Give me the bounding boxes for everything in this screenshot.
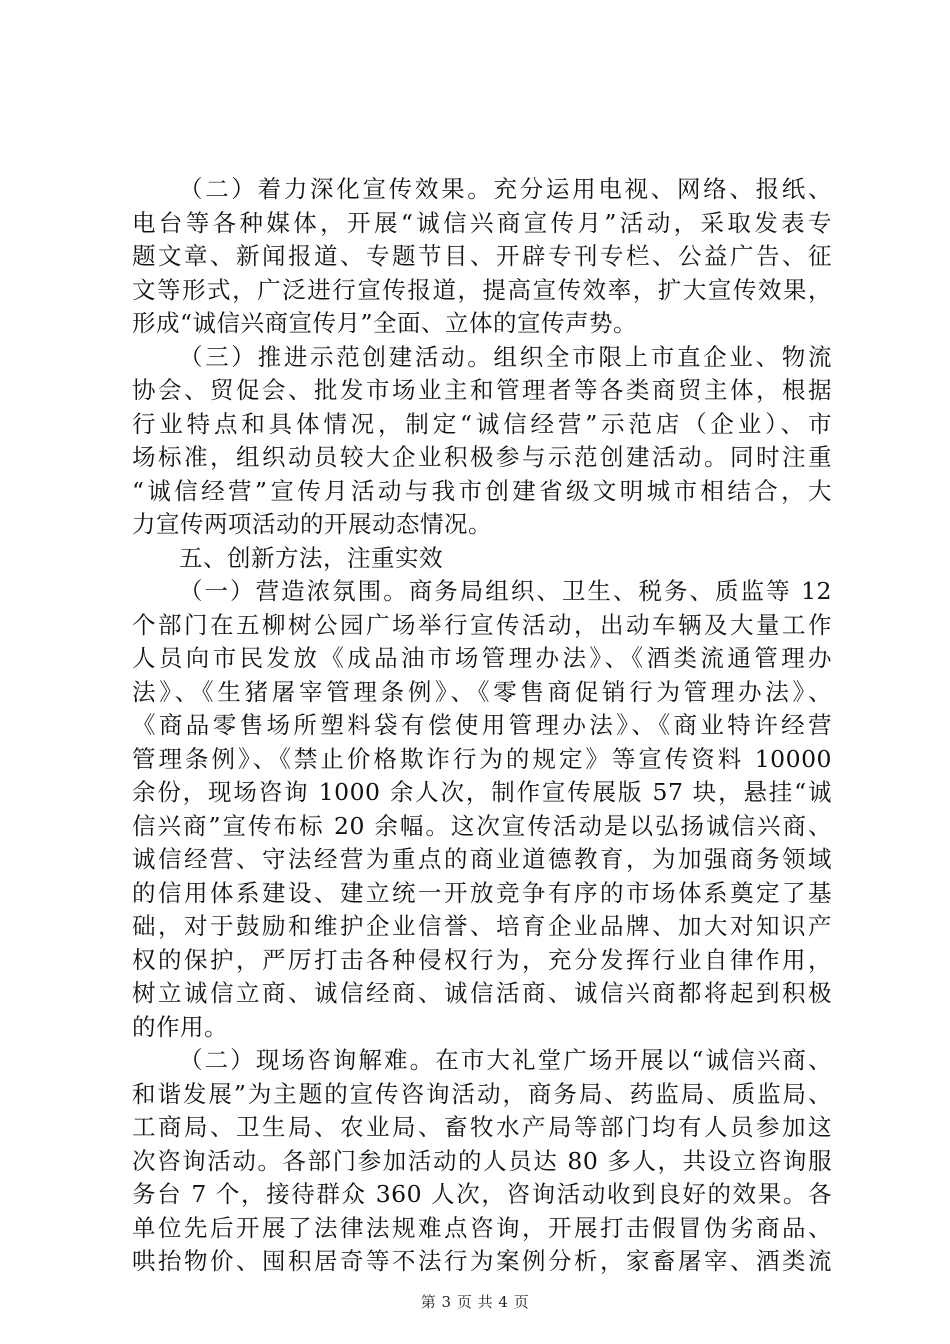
text-line: 文等形式，广泛进行宣传报道，提高宣传效率，扩大宣传效果，	[132, 275, 832, 304]
text-line: 人员向市民发放《成品油市场管理办法》、《酒类流通管理办	[132, 644, 832, 672]
text-line: （三）推进示范创建活动。组织全市限上市直企业、物流	[179, 342, 832, 371]
text-line: （一）营造浓氛围。商务局组织、卫生、税务、质监等 12	[179, 577, 832, 605]
text-line: 务台 7 个，接待群众 360 人次，咨询活动收到良好的效果。各	[132, 1180, 832, 1208]
text-line: 诚信经营、守法经营为重点的商业道德教育，为加强商务领域	[132, 845, 832, 873]
text-line: 和谐发展”为主题的宣传咨询活动，商务局、药监局、质监局、	[132, 1079, 832, 1108]
text-line: 工商局、卫生局、农业局、畜牧水产局等部门均有人员参加这	[132, 1113, 832, 1141]
text-line: 的作用。	[132, 1012, 228, 1041]
text-line: 形成“诚信兴商宣传月”全面、立体的宣传声势。	[132, 309, 638, 337]
text-line: 余份，现场咨询 1000 余人次，制作宣传展版 57 块，悬挂“诚	[132, 778, 832, 806]
text-line: 场标准，组织动员较大企业积极参与示范创建活动。同时注重	[132, 443, 832, 471]
text-line: 单位先后开展了法律法规难点咨询，开展打击假冒伪劣商品、	[132, 1213, 832, 1242]
text-line: 的信用体系建设、建立统一开放竞争有序的市场体系奠定了基	[132, 878, 832, 907]
text-line: （二）现场咨询解难。在市大礼堂广场开展以“诚信兴商、	[179, 1046, 832, 1074]
text-line: 电台等各种媒体，开展“诚信兴商宣传月”活动，采取发表专	[132, 208, 832, 237]
text-line: 行业特点和具体情况，制定“诚信经营”示范店（企业）、市	[132, 409, 832, 438]
text-line: 力宣传两项活动的开展动态情况。	[132, 510, 492, 538]
text-line: （二）着力深化宣传效果。充分运用电视、网络、报纸、	[179, 175, 832, 203]
section-heading: 五、创新方法，注重实效	[179, 543, 443, 572]
page-number-footer: 第 3 页 共 4 页	[420, 1293, 530, 1311]
text-line: 权的保护，严厉打击各种侵权行为，充分发挥行业自律作用，	[132, 945, 832, 974]
text-line: 《商品零售场所塑料袋有偿使用管理办法》、《商业特许经营	[132, 711, 832, 739]
text-line: 次咨询活动。各部门参加活动的人员达 80 多人，共设立咨询服	[132, 1146, 832, 1175]
text-line: “诚信经营”宣传月活动与我市创建省级文明城市相结合，大	[132, 476, 832, 505]
text-line: 础，对于鼓励和维护企业信誉、培育企业品牌、加大对知识产	[132, 912, 832, 940]
text-line: 个部门在五柳树公园广场举行宣传活动，出动车辆及大量工作	[132, 610, 832, 639]
text-line: 哄抬物价、囤积居奇等不法行为案例分析，家畜屠宰、酒类流	[132, 1247, 832, 1275]
text-line: 树立诚信立商、诚信经商、诚信活商、诚信兴商都将起到积极	[132, 979, 832, 1007]
text-line: 管理条例》、《禁止价格欺诈行为的规定》等宣传资料 10000	[132, 744, 832, 773]
text-line: 协会、贸促会、批发市场业主和管理者等各类商贸主体，根据	[132, 376, 832, 404]
text-line: 题文章、新闻报道、专题节目、开辟专刊专栏、公益广告、征	[132, 242, 832, 270]
text-line: 法》、《生猪屠宰管理条例》、《零售商促销行为管理办法》、	[132, 677, 832, 706]
text-line: 信兴商”宣传布标 20 余幅。这次宣传活动是以弘扬诚信兴商、	[132, 811, 832, 840]
document-body	[132, 173, 832, 1279]
